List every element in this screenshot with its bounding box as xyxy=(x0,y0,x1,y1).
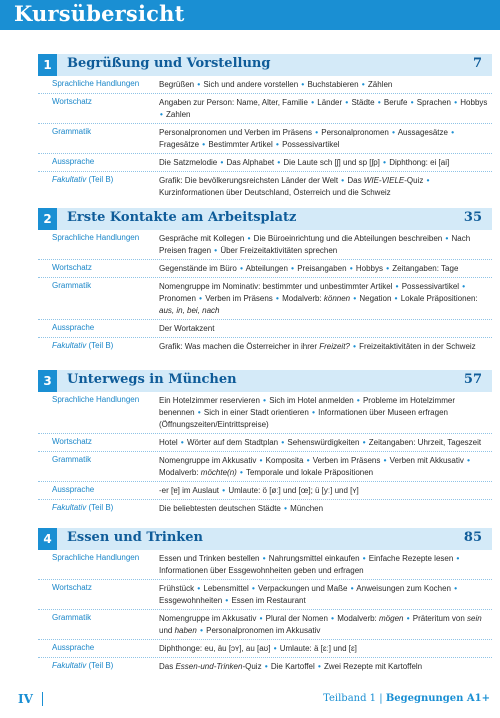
topic-item: Sehenswürdigkeiten xyxy=(287,438,360,447)
topic-item: Sich in einer Stadt orientieren xyxy=(203,408,309,417)
bullet-separator-icon: • xyxy=(240,468,243,477)
topic-item: Das Essen-und-Trinken-Quiz xyxy=(159,662,262,671)
topic-item: Die Laute sch [ʃ] und sp [ʃp] xyxy=(283,158,380,167)
bullet-separator-icon: • xyxy=(262,554,266,563)
topic-content xyxy=(147,124,492,153)
topic-row xyxy=(38,550,492,580)
topic-item: Länder xyxy=(317,98,343,107)
topic-item: Pronomen xyxy=(159,294,196,303)
chapter-page-number: 57 xyxy=(463,372,482,387)
topic-item: Personalpronomen xyxy=(321,128,389,137)
topic-item: Präteritum von sein und haben xyxy=(159,614,482,635)
topic-item: Die Satzmelodie xyxy=(159,158,218,167)
bullet-separator-icon: • xyxy=(291,264,294,273)
topic-item: Plural der Nomen xyxy=(265,614,328,623)
bullet-separator-icon: • xyxy=(383,158,386,167)
bullet-separator-icon: • xyxy=(197,584,201,593)
topic-item: Gegenstände im Büro xyxy=(159,264,237,273)
topic-item: Das WIE-VIELE-Quiz xyxy=(347,176,424,185)
topic-item: Umlaute: ä [ɛː] und [ɛ] xyxy=(279,644,357,653)
topic-label: Grammatik xyxy=(52,455,92,464)
chapter-number-badge: 3 xyxy=(38,370,57,392)
bullet-separator-icon: • xyxy=(383,456,387,465)
chapter-2 xyxy=(38,208,492,355)
bullet-separator-icon: • xyxy=(445,234,449,243)
topic-item: Ein Hotelzimmer reservieren xyxy=(159,396,260,405)
topic-item: Aussagesätze xyxy=(397,128,448,137)
chapter-heading[interactable] xyxy=(38,208,492,230)
topic-content xyxy=(147,76,492,93)
bullet-separator-icon: • xyxy=(350,584,354,593)
topic-item: Über Freizeitaktivitäten sprechen xyxy=(220,246,338,255)
bullet-separator-icon: • xyxy=(353,294,357,303)
topic-label xyxy=(38,172,147,201)
topic-item: Frühstück xyxy=(159,584,195,593)
topic-row xyxy=(38,338,492,355)
topic-row xyxy=(38,76,492,94)
topic-item: Buchstabieren xyxy=(307,80,359,89)
chapter-number-badge: 4 xyxy=(38,528,57,550)
bullet-separator-icon: • xyxy=(306,456,310,465)
topic-content xyxy=(147,580,492,609)
topic-label-italic: Fakultativ xyxy=(52,503,87,512)
bullet-separator-icon: • xyxy=(341,176,345,185)
topic-item: Informationen über Museen erfragen (Öffnungszeiten/Eintrittspreise) xyxy=(159,408,448,429)
topic-item: Kurzinformationen über Deutschland, Österreich und die Schweiz xyxy=(159,188,391,197)
footer-teilband: Teilband 1 xyxy=(323,693,377,704)
chapter-page-number: 85 xyxy=(463,530,482,545)
topic-content xyxy=(147,610,492,639)
bullet-separator-icon: • xyxy=(386,264,390,273)
page-footer xyxy=(0,690,500,712)
topic-label-italic: Fakultativ xyxy=(52,341,87,350)
topic-label: Sprachliche Handlungen xyxy=(52,553,140,562)
topic-item: Wörter auf dem Stadtplan xyxy=(186,438,279,447)
topic-item: Zahlen xyxy=(166,110,191,119)
bullet-separator-icon: • xyxy=(312,408,315,417)
topic-item: Umlaute: ö [øː] und [œ]; ü [yː] und [ʏ] xyxy=(228,486,359,495)
bullet-separator-icon: • xyxy=(199,294,202,303)
topic-row xyxy=(38,392,492,434)
bullet-separator-icon: • xyxy=(345,98,349,107)
bullet-separator-icon: • xyxy=(349,264,353,273)
topic-label-rest: (Teil B) xyxy=(86,503,114,512)
bullet-separator-icon: • xyxy=(406,614,410,623)
topic-label xyxy=(38,658,147,675)
bullet-separator-icon: • xyxy=(202,140,206,149)
topic-label: Wortschatz xyxy=(52,583,92,592)
topic-content xyxy=(147,658,492,675)
bullet-separator-icon: • xyxy=(317,662,321,671)
topic-row xyxy=(38,94,492,124)
topic-item: Hotel xyxy=(159,438,178,447)
topic-label: Grammatik xyxy=(52,281,92,290)
topic-item: Hobbys xyxy=(460,98,488,107)
bullet-separator-icon: • xyxy=(454,584,458,593)
topic-item: Hobbys xyxy=(355,264,383,273)
bullet-separator-icon: • xyxy=(356,396,360,405)
chapter-number-badge: 2 xyxy=(38,208,57,230)
footer-book-title xyxy=(323,693,490,704)
bullet-separator-icon: • xyxy=(160,110,163,119)
chapter-heading[interactable] xyxy=(38,54,492,76)
bullet-separator-icon: • xyxy=(353,342,356,351)
topic-content xyxy=(147,482,492,499)
topic-label: Wortschatz xyxy=(52,263,92,272)
topic-label-italic: Fakultativ xyxy=(52,661,87,670)
bullet-separator-icon: • xyxy=(392,128,395,137)
bullet-separator-icon: • xyxy=(197,408,201,417)
topic-item: Abteilungen xyxy=(245,264,288,273)
topic-item: Modalverb: mögen xyxy=(337,614,404,623)
topic-row xyxy=(38,434,492,452)
footer-book: Begegnungen A1+ xyxy=(385,693,490,704)
topic-item: Berufe xyxy=(383,98,408,107)
topic-row xyxy=(38,278,492,320)
bullet-separator-icon: • xyxy=(240,264,243,273)
topic-content xyxy=(147,338,492,355)
topic-content xyxy=(147,230,492,259)
topic-row xyxy=(38,172,492,201)
bullet-separator-icon: • xyxy=(331,614,334,623)
topic-row xyxy=(38,482,492,500)
bullet-separator-icon: • xyxy=(263,396,266,405)
topic-row xyxy=(38,452,492,482)
topic-item: Lebensmittel xyxy=(203,584,249,593)
bullet-separator-icon: • xyxy=(454,98,458,107)
topic-item: Negation xyxy=(359,294,392,303)
topic-item: Fragesätze xyxy=(159,140,200,149)
bullet-separator-icon: • xyxy=(225,596,229,605)
bullet-separator-icon: • xyxy=(259,614,263,623)
topic-item: Possessivartikel xyxy=(401,282,460,291)
topic-item: Possessivartikel xyxy=(282,140,340,149)
bullet-separator-icon: • xyxy=(315,128,319,137)
topic-item: Nomengruppe im Akkusativ xyxy=(159,614,257,623)
page-header xyxy=(0,0,500,30)
topic-item: Nomengruppe im Akkusativ xyxy=(159,456,257,465)
topic-label-italic: Fakultativ xyxy=(52,175,87,184)
page-number: IV xyxy=(18,692,33,706)
topic-item: München xyxy=(290,504,324,513)
topic-item: Temporale und lokale Präpositionen xyxy=(245,468,374,477)
topic-item: Zwei Rezepte mit Kartoffeln xyxy=(324,662,423,671)
topic-item: Der Wortakzent xyxy=(159,324,215,333)
topic-label-rest: (Teil B) xyxy=(86,341,114,350)
chapter-page-number: 7 xyxy=(472,56,482,71)
topic-content xyxy=(147,500,492,517)
topic-content xyxy=(147,94,492,123)
topic-content xyxy=(147,392,492,433)
topic-item: Zeitangaben: Tage xyxy=(392,264,459,273)
topic-item: Sich im Hotel anmelden xyxy=(269,396,354,405)
bullet-separator-icon: • xyxy=(284,504,287,513)
topic-item: Begrüßen xyxy=(159,80,195,89)
bullet-separator-icon: • xyxy=(220,158,224,167)
topic-item: Grafik: Was machen die Österreicher in ihrer Freizeit? xyxy=(159,342,350,351)
topic-content xyxy=(147,278,492,319)
topic-label: Aussprache xyxy=(52,485,95,494)
topic-item: Diphthong: ei [ai] xyxy=(389,158,450,167)
topic-item: Informationen über Essgewohnheiten geben und erfragen xyxy=(159,566,364,575)
topic-item: Probleme im Hotelzimmer benennen xyxy=(159,396,455,417)
topic-item: Modalverb: können xyxy=(282,294,351,303)
topic-item: Komposita xyxy=(265,456,304,465)
topic-row xyxy=(38,230,492,260)
topic-item: Das Alphabet xyxy=(226,158,275,167)
bullet-separator-icon: • xyxy=(362,554,366,563)
topic-item: Modalverb: möchte(n) xyxy=(159,468,237,477)
chapter-number-badge: 1 xyxy=(38,54,57,76)
topic-item: Gespräche mit Kollegen xyxy=(159,234,245,243)
topic-label: Grammatik xyxy=(52,613,92,622)
topic-item: Die Kartoffel xyxy=(270,662,315,671)
topic-item: Angaben zur Person: Name, Alter, Familie xyxy=(159,98,308,107)
footer-divider xyxy=(42,692,43,706)
bullet-separator-icon: • xyxy=(377,98,381,107)
bullet-separator-icon: • xyxy=(222,486,226,495)
chapter-heading[interactable] xyxy=(38,370,492,392)
topic-content xyxy=(147,172,492,201)
topic-content xyxy=(147,320,492,337)
topic-content xyxy=(147,154,492,171)
topic-label xyxy=(38,338,147,355)
bullet-separator-icon: • xyxy=(252,584,255,593)
topic-row xyxy=(38,154,492,172)
topic-label xyxy=(38,500,147,517)
topic-row xyxy=(38,124,492,154)
topic-item: Personalpronomen und Verben im Präsens xyxy=(159,128,312,137)
topic-row xyxy=(38,260,492,278)
topic-item: Essgewohnheiten xyxy=(159,596,223,605)
chapter-3 xyxy=(38,370,492,517)
chapter-4 xyxy=(38,528,492,675)
topic-content xyxy=(147,550,492,579)
page-title: Kursübersicht xyxy=(14,1,185,26)
chapter-title: Unterwegs in München xyxy=(67,372,237,387)
bullet-separator-icon: • xyxy=(277,158,281,167)
bullet-separator-icon: • xyxy=(214,246,218,255)
topic-item: Zeitangaben: Uhrzeit, Tageszeit xyxy=(368,438,482,447)
chapter-title: Begrüßung und Vorstellung xyxy=(67,56,271,71)
bullet-separator-icon: • xyxy=(273,644,277,653)
topic-item: Sich und andere vorstellen xyxy=(203,80,299,89)
topic-item: Diphthonge: eu, äu [ɔʏ], au [aʊ] xyxy=(159,644,271,653)
bullet-separator-icon: • xyxy=(301,80,305,89)
topic-item: -er [ɐ] im Auslaut xyxy=(159,486,220,495)
bullet-separator-icon: • xyxy=(276,140,279,149)
topic-row xyxy=(38,580,492,610)
topic-item: Freizeitaktivitäten in der Schweiz xyxy=(359,342,476,351)
topic-content xyxy=(147,434,492,451)
bullet-separator-icon: • xyxy=(197,80,201,89)
chapter-heading[interactable] xyxy=(38,528,492,550)
topic-item: Sprachen xyxy=(416,98,451,107)
topic-item: Verpackungen und Maße xyxy=(258,584,348,593)
topic-item: Verben mit Akkusativ xyxy=(389,456,464,465)
topic-label-rest: (Teil B) xyxy=(86,175,114,184)
topic-row xyxy=(38,610,492,640)
bullet-separator-icon: • xyxy=(462,282,466,291)
bullet-separator-icon: • xyxy=(361,80,365,89)
topic-label: Sprachliche Handlungen xyxy=(52,233,140,242)
topic-item: Nach Preisen fragen xyxy=(159,234,471,255)
topic-item: Verben im Präsens xyxy=(312,456,381,465)
topic-label: Aussprache xyxy=(52,643,95,652)
topic-item: Essen im Restaurant xyxy=(231,596,306,605)
bullet-separator-icon: • xyxy=(456,554,460,563)
topic-item: Preisangaben xyxy=(297,264,347,273)
chapter-title: Erste Kontakte am Arbeitsplatz xyxy=(67,210,297,225)
topic-content xyxy=(147,260,492,277)
topic-item: Die beliebtesten deutschen Städte xyxy=(159,504,281,513)
bullet-separator-icon: • xyxy=(410,98,414,107)
topic-row xyxy=(38,500,492,517)
topic-item: Nahrungsmittel einkaufen xyxy=(268,554,360,563)
topic-row xyxy=(38,658,492,675)
bullet-separator-icon: • xyxy=(362,438,366,447)
bullet-separator-icon: • xyxy=(395,282,399,291)
bullet-separator-icon: • xyxy=(281,438,285,447)
bullet-separator-icon: • xyxy=(467,456,470,465)
topic-content xyxy=(147,452,492,481)
topic-label: Sprachliche Handlungen xyxy=(52,395,140,404)
topic-item: Einfache Rezepte lesen xyxy=(368,554,454,563)
bullet-separator-icon: • xyxy=(426,176,430,185)
topic-item: Die Büroeinrichtung und die Abteilungen beschreiben xyxy=(253,234,443,243)
bullet-separator-icon: • xyxy=(180,438,184,447)
chapter-title: Essen und Trinken xyxy=(67,530,204,545)
bullet-separator-icon: • xyxy=(247,234,251,243)
topic-content xyxy=(147,640,492,657)
bullet-separator-icon: • xyxy=(276,294,279,303)
topic-row xyxy=(38,640,492,658)
topic-item: Lokale Präpositionen: aus, in, bei, nach xyxy=(159,294,478,315)
topic-label-rest: (Teil B) xyxy=(86,661,114,670)
topic-item: Städte xyxy=(351,98,375,107)
bullet-separator-icon: • xyxy=(259,456,263,465)
topic-item: Bestimmter Artikel xyxy=(208,140,273,149)
chapter-1 xyxy=(38,54,492,201)
footer-separator: | xyxy=(379,693,383,704)
topic-item: Anweisungen zum Kochen xyxy=(356,584,452,593)
topic-item: Verben im Präsens xyxy=(205,294,273,303)
bullet-separator-icon: • xyxy=(451,128,455,137)
bullet-separator-icon: • xyxy=(311,98,315,107)
topic-item: Personalpronomen im Akkusativ xyxy=(206,626,321,635)
topic-label: Sprachliche Handlungen xyxy=(52,79,140,88)
bullet-separator-icon: • xyxy=(264,662,268,671)
topic-row xyxy=(38,320,492,338)
chapter-page-number: 35 xyxy=(463,210,482,225)
topic-label: Grammatik xyxy=(52,127,92,136)
topic-label: Wortschatz xyxy=(52,437,92,446)
topic-item: Zählen xyxy=(367,80,393,89)
topic-label: Wortschatz xyxy=(52,97,92,106)
topic-label: Aussprache xyxy=(52,323,95,332)
topic-item: Grafik: Die bevölkerungsreichsten Länder der Welt xyxy=(159,176,339,185)
bullet-separator-icon: • xyxy=(200,626,203,635)
topic-item: Essen und Trinken bestellen xyxy=(159,554,260,563)
topic-label: Aussprache xyxy=(52,157,95,166)
topic-item: Nomengruppe im Nominativ: bestimmter und unbestimmter Artikel xyxy=(159,282,393,291)
bullet-separator-icon: • xyxy=(394,294,398,303)
